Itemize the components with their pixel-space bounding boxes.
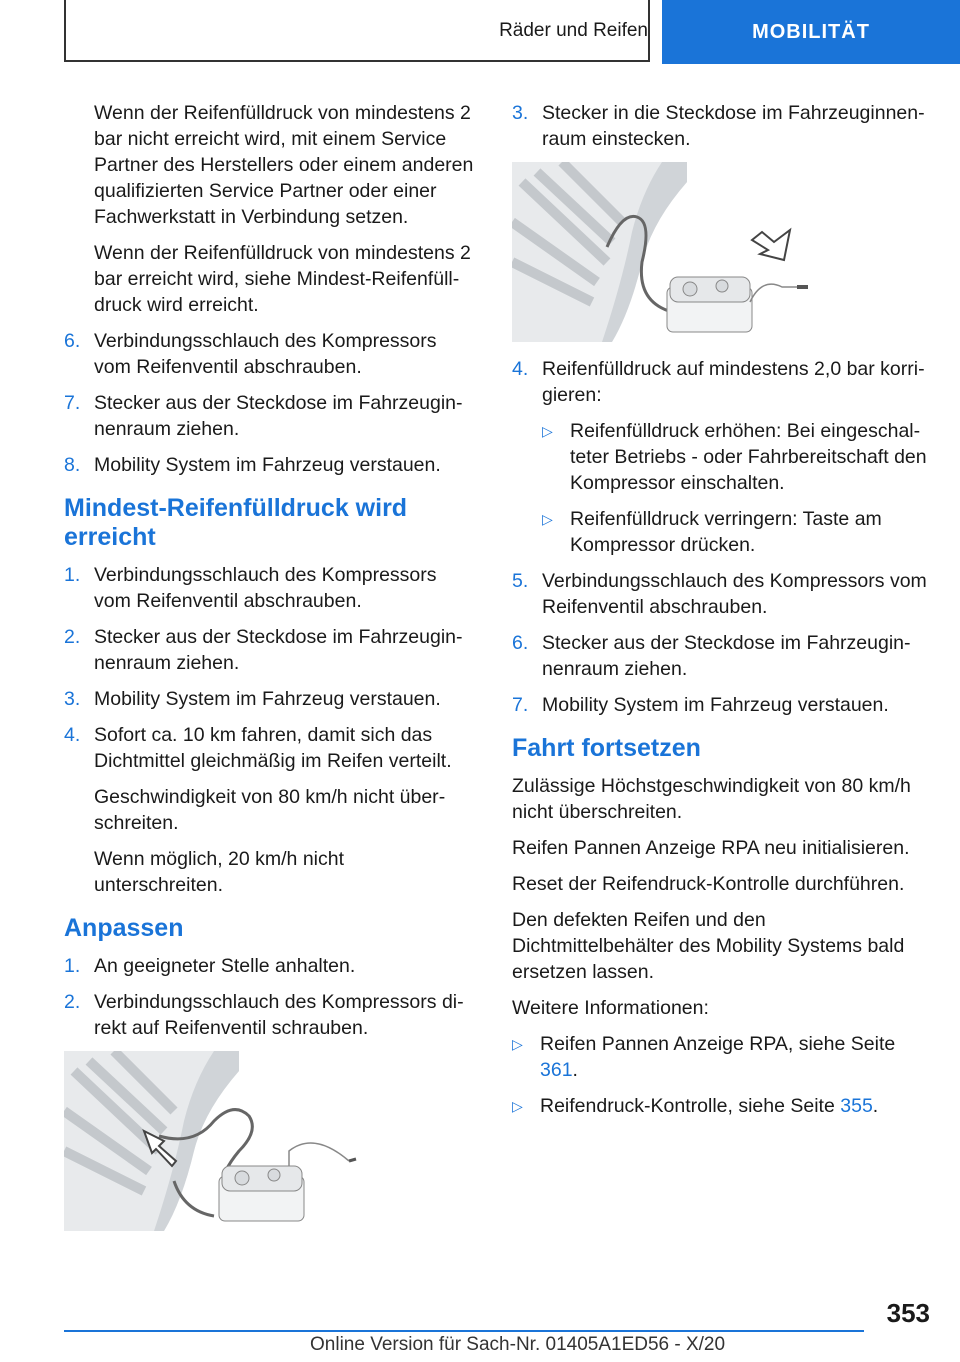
step-item — [512, 568, 932, 620]
step-text: Mobility System im Fahrzeug verstauen. — [94, 688, 441, 710]
reference-text: Reifendruck-Kontrolle, siehe Seite — [540, 1095, 841, 1117]
step-item — [64, 452, 476, 478]
step-number: 3. — [64, 688, 81, 710]
paragraph-max-speed: Zulässige Höchstgeschwindigkeit von 80 km/h nicht überschreiten. — [512, 775, 911, 823]
page-number: 353 — [886, 1298, 930, 1328]
step-item — [64, 328, 476, 380]
note-min-speed: Wenn möglich, 20 km/h nicht unterschreiten. — [94, 848, 345, 896]
footer-divider — [64, 1330, 864, 1332]
step-text: Stecker aus der Steckdose im Fahrzeuginnenraum ziehen. — [94, 392, 463, 440]
paragraph-replace-tire: Den defekten Reifen und den Dichtmittelbehälter des Mobility Systems bald ersetzen lassen. — [512, 909, 905, 983]
step-text: Mobility System im Fahrzeug verstauen. — [94, 454, 441, 476]
step-item — [64, 562, 476, 614]
step-item — [64, 686, 476, 712]
step-item — [64, 624, 476, 676]
step-text: Stecker aus der Steckdose im Fahrzeuginnenraum ziehen. — [94, 626, 463, 674]
step-item — [64, 989, 476, 1041]
illustration-plug-socket — [512, 162, 812, 342]
page-link-355[interactable]: 355 — [840, 1095, 873, 1117]
bullet-text: Reifenfülldruck verringern: Taste am Kompressor drücken. — [570, 508, 882, 556]
step-text: Verbindungsschlauch des Kompressors direkt auf Reifenventil schrauben. — [94, 991, 464, 1039]
step-text: Verbindungsschlauch des Kompressors vom Reifenventil abschrauben. — [542, 570, 927, 618]
intro-paragraph-2: Wenn der Reifenfülldruck von mindestens 2 bar erreicht wird, siehe Mindest-Reifenfülldruck wird erreicht. — [94, 242, 471, 316]
triangle-bullet-icon: ▷ — [512, 1098, 523, 1114]
step-number: 2. — [64, 991, 81, 1013]
right-column — [512, 100, 932, 1129]
illustration-hose-on-valve — [64, 1051, 364, 1231]
step-number: 6. — [512, 632, 529, 654]
bullet-text: Reifenfülldruck erhöhen: Bei eingeschalteter Betriebs - oder Fahrbereitschaft den Kompressor einschalten. — [570, 420, 927, 494]
note-speed-limit: Geschwindigkeit von 80 km/h nicht überschreiten. — [94, 786, 446, 834]
step-item — [512, 630, 932, 682]
header-section-title: Räder und Reifen — [499, 20, 648, 41]
paragraph-more-info: Weitere Informationen: — [512, 997, 709, 1019]
step-number: 2. — [64, 626, 81, 648]
step-number: 8. — [64, 454, 81, 476]
footer-online-version: Online Version für Sach-Nr. 01405A1ED56 - X/20 — [310, 1334, 726, 1355]
triangle-bullet-icon: ▷ — [542, 511, 553, 527]
bullet-item — [512, 506, 932, 558]
step-number: 4. — [512, 358, 529, 380]
step-item — [512, 692, 932, 718]
step-item — [64, 953, 476, 979]
step-text: Mobility System im Fahrzeug verstauen. — [542, 694, 889, 716]
step-number: 1. — [64, 955, 81, 977]
step-text: Stecker aus der Steckdose im Fahrzeuginnenraum ziehen. — [542, 632, 911, 680]
step-text: An geeigneter Stelle anhalten. — [94, 955, 356, 977]
step-number: 6. — [64, 330, 81, 352]
step-number: 3. — [512, 102, 529, 124]
step-number: 1. — [64, 564, 81, 586]
paragraph-reset-control: Reset der Reifendruck-Kontrolle durchführen. — [512, 873, 905, 895]
bullet-item — [512, 418, 932, 496]
step-number: 4. — [64, 724, 81, 746]
paragraph-rpa-init: Reifen Pannen Anzeige RPA neu initialisieren. — [512, 837, 910, 859]
step-item — [512, 100, 932, 152]
intro-paragraph-1: Wenn der Reifenfülldruck von mindestens 2 bar nicht erreicht wird, mit einem Service Partner des Herstellers oder einem anderen qualifizierten Service Partner oder einer Fachwerkstatt in Verbindung setzen. — [94, 102, 474, 228]
step-text: Stecker in die Steckdose im Fahrzeuginnenraum einstecken. — [542, 102, 925, 150]
left-column — [64, 100, 476, 1245]
step-item — [512, 356, 932, 408]
heading-adjust: Anpassen — [64, 914, 184, 942]
step-text: Sofort ca. 10 km fahren, damit sich das Dichtmittel gleichmäßig im Reifen verteilt. — [94, 724, 452, 772]
heading-continue-driving: Fahrt fortsetzen — [512, 734, 701, 762]
page-link-361[interactable]: 361 — [540, 1059, 573, 1081]
reference-text: Reifen Pannen Anzeige RPA, siehe Seite — [540, 1033, 896, 1055]
step-text: Verbindungsschlauch des Kompressors vom Reifenventil abschrauben. — [94, 330, 437, 378]
heading-min-pressure-reached: Mindest-Reifenfülldruck wird erreicht — [64, 494, 408, 551]
reference-item: ▷ Reifendruck-Kontrolle, siehe Seite 355. — [512, 1095, 879, 1117]
step-number: 5. — [512, 570, 529, 592]
triangle-bullet-icon: ▷ — [542, 423, 553, 439]
step-number: 7. — [64, 392, 81, 414]
header-chapter-tab[interactable]: MOBILITÄT — [662, 0, 960, 64]
reference-item: ▷ Reifen Pannen Anzeige RPA, siehe Seite 361. — [512, 1033, 896, 1081]
step-item — [64, 390, 476, 442]
step-item — [64, 722, 476, 774]
step-number: 7. — [512, 694, 529, 716]
triangle-bullet-icon: ▷ — [512, 1036, 523, 1052]
step-text: Reifenfülldruck auf mindestens 2,0 bar korrigieren: — [542, 358, 925, 406]
step-text: Verbindungsschlauch des Kompressors vom Reifenventil abschrauben. — [94, 564, 437, 612]
